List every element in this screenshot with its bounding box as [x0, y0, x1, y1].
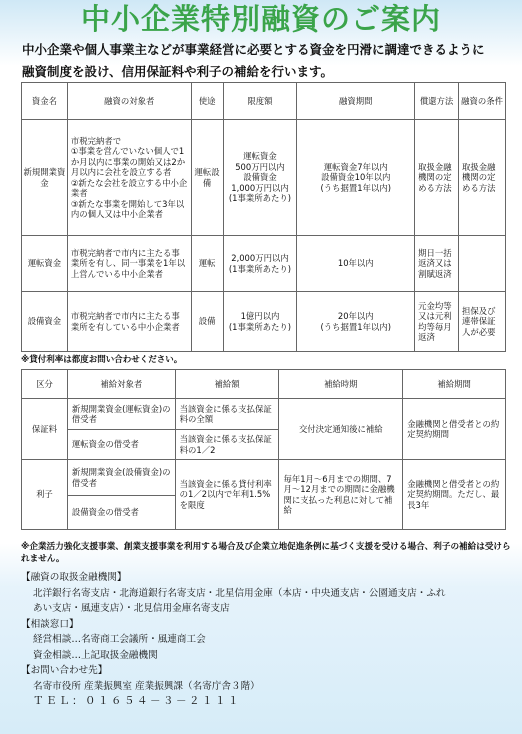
limit-line: 2,000万円以内	[231, 253, 289, 263]
period-line: 運転資金7年以内	[323, 161, 388, 172]
table-row	[22, 460, 506, 496]
col-header: 区分	[22, 370, 68, 399]
table-row	[22, 120, 506, 236]
period	[297, 120, 415, 236]
subsidy-period: 金融機関と借受者との約定契約期間	[403, 399, 506, 460]
col-header: 補給対象者	[67, 370, 175, 399]
table-row	[22, 236, 506, 292]
limit-line: 運転資金	[243, 151, 277, 162]
subsidy-table	[21, 369, 506, 530]
contact-heading: 【お問い合わせ先】	[21, 665, 108, 676]
target: 市税完納者で市内に主たる事業所を有し、同一事業を1年以上営んでいる中小企業者	[67, 236, 191, 292]
limit-line: 500万円以内	[235, 161, 285, 172]
consult-line: 経営相談…名寄商工会議所・風連商工会	[33, 634, 206, 645]
fund-name: 新規開業資金	[22, 120, 68, 236]
fund-name: 設備資金	[22, 292, 68, 352]
category: 利子	[22, 460, 68, 530]
col-header: 資金名	[22, 83, 68, 120]
subsidy-target: 設備資金の借受者	[67, 496, 175, 530]
period	[297, 292, 415, 352]
info-section	[21, 570, 506, 710]
use: 設備	[191, 292, 223, 352]
loan-table-header	[22, 83, 506, 120]
repay-method: 元金均等又は元利均等毎月返済	[415, 292, 459, 352]
limit	[223, 120, 297, 236]
banks-line: 北洋銀行名寄支店・北海道銀行名寄支店・北星信用金庫（本店・中央通支店・公園通支店・ふれ	[33, 587, 446, 599]
limit-line: 1,000万円以内	[231, 182, 289, 193]
consult-heading: 【相談窓口】	[21, 618, 79, 630]
banks-heading: 【融資の取扱金融機関】	[21, 572, 127, 583]
subsidy-table-header	[22, 370, 506, 399]
subsidy-target: 運転資金の借受者	[67, 430, 175, 460]
limit	[223, 292, 297, 352]
table-row	[22, 292, 506, 352]
category: 保証料	[22, 399, 68, 460]
lead-line-2: 融資制度を設け、信用保証料や利子の補給を行います。	[22, 64, 334, 79]
limit	[223, 236, 297, 292]
col-header: 使途	[191, 83, 223, 120]
loan-condition	[459, 236, 506, 292]
limit-line: (1事業所あたり)	[228, 263, 292, 274]
subsidy-target: 新規開業資金(設備資金)の借受者	[67, 460, 175, 496]
subsidy-timing: 毎年1月～6月までの期間、7月～12月までの期間に金融機関に支払った利息に対して補給	[279, 460, 403, 530]
consult-line: 資金相談…上記取扱金融機関	[33, 649, 158, 661]
target-line: 市税完納者で	[70, 135, 122, 146]
col-header: 融資期間	[297, 83, 415, 120]
subsidy-target: 新規開業資金(運転資金)の借受者	[67, 399, 175, 430]
col-header: 補給額	[175, 370, 279, 399]
target	[67, 120, 191, 236]
target-line: ①事業を営んでいない個人で1か月以内に事業の開始又は2か月以内に会社を設立する者	[70, 146, 186, 177]
col-header: 限度額	[223, 83, 297, 120]
table-row	[22, 399, 506, 430]
col-header: 補給期間	[403, 370, 506, 399]
subsidy-amount: 当該資金に係る支払保証料の全額	[175, 399, 279, 430]
loan-condition: 取扱金融機関の定める方法	[459, 120, 506, 236]
limit-line: (1事業所あたり)	[228, 321, 292, 332]
banks-line: あい支店・風連支店）・北見信用金庫名寄支店	[33, 603, 230, 614]
support-note: ※企業活力強化支援事業、創業支援事業を利用する場合及び企業立地促進条例に基づく支援を受ける場合、利子の補給は受けられません。	[21, 542, 511, 564]
subsidy-period: 金融機関と借受者との約定契約期間。ただし、最長3年	[403, 460, 506, 530]
repay-method: 取扱金融機関の定める方法	[415, 120, 459, 236]
lead-line-1: 中小企業や個人事業主などが事業経営に必要とする資金を円滑に調達できるように	[22, 42, 485, 57]
col-header: 融資の条件	[459, 83, 506, 120]
limit-line: (1事業所あたり)	[228, 193, 292, 204]
contact-line: 名寄市役所 産業振興室 産業振興課（名寄庁舎３階）	[33, 680, 260, 692]
target: 市税完納者で市内に主たる事業所を有している中小企業者	[67, 292, 191, 352]
period-line: 20年以内	[337, 311, 374, 321]
fund-name: 運転資金	[22, 236, 68, 292]
col-header: 融資の対象者	[67, 83, 191, 120]
target-line: ②新たな会社を設立する中小企業者	[70, 177, 188, 198]
loan-condition: 担保及び連帯保証人が必要	[459, 292, 506, 352]
col-header: 償還方法	[415, 83, 459, 120]
target-line: ③新たな事業を開始して3年以内の個人又は中小企業者	[70, 198, 185, 219]
use: 運転設備	[191, 120, 223, 236]
subsidy-amount: 当該資金に係る支払保証料の1／2	[175, 430, 279, 460]
col-header: 補給時期	[279, 370, 403, 399]
period: 10年以内	[297, 236, 415, 292]
limit-line: 設備資金	[243, 172, 277, 183]
use: 運転	[191, 236, 223, 292]
repay-method: 期日一括返済又は割賦返済	[415, 236, 459, 292]
subsidy-amount: 当該資金に係る貸付利率の1／2以内で年利1.5%を限度	[175, 460, 279, 530]
limit-line: 1億円以内	[240, 311, 280, 321]
period-line: (うち据置1年以内)	[320, 182, 391, 193]
page-title: 中小企業特別融資のご案内	[80, 2, 441, 36]
subsidy-timing: 交付決定通知後に補給	[279, 399, 403, 460]
phone-number[interactable]: ＴＥＬ：０１６５４－３－２１１１	[33, 695, 241, 707]
period-line: (うち据置1年以内)	[320, 321, 391, 332]
rate-note: ※貸付利率は都度お問い合わせください。	[21, 355, 183, 365]
period-line: 設備資金10年以内	[321, 172, 391, 183]
lead-text	[22, 39, 512, 83]
loan-table	[21, 82, 506, 352]
